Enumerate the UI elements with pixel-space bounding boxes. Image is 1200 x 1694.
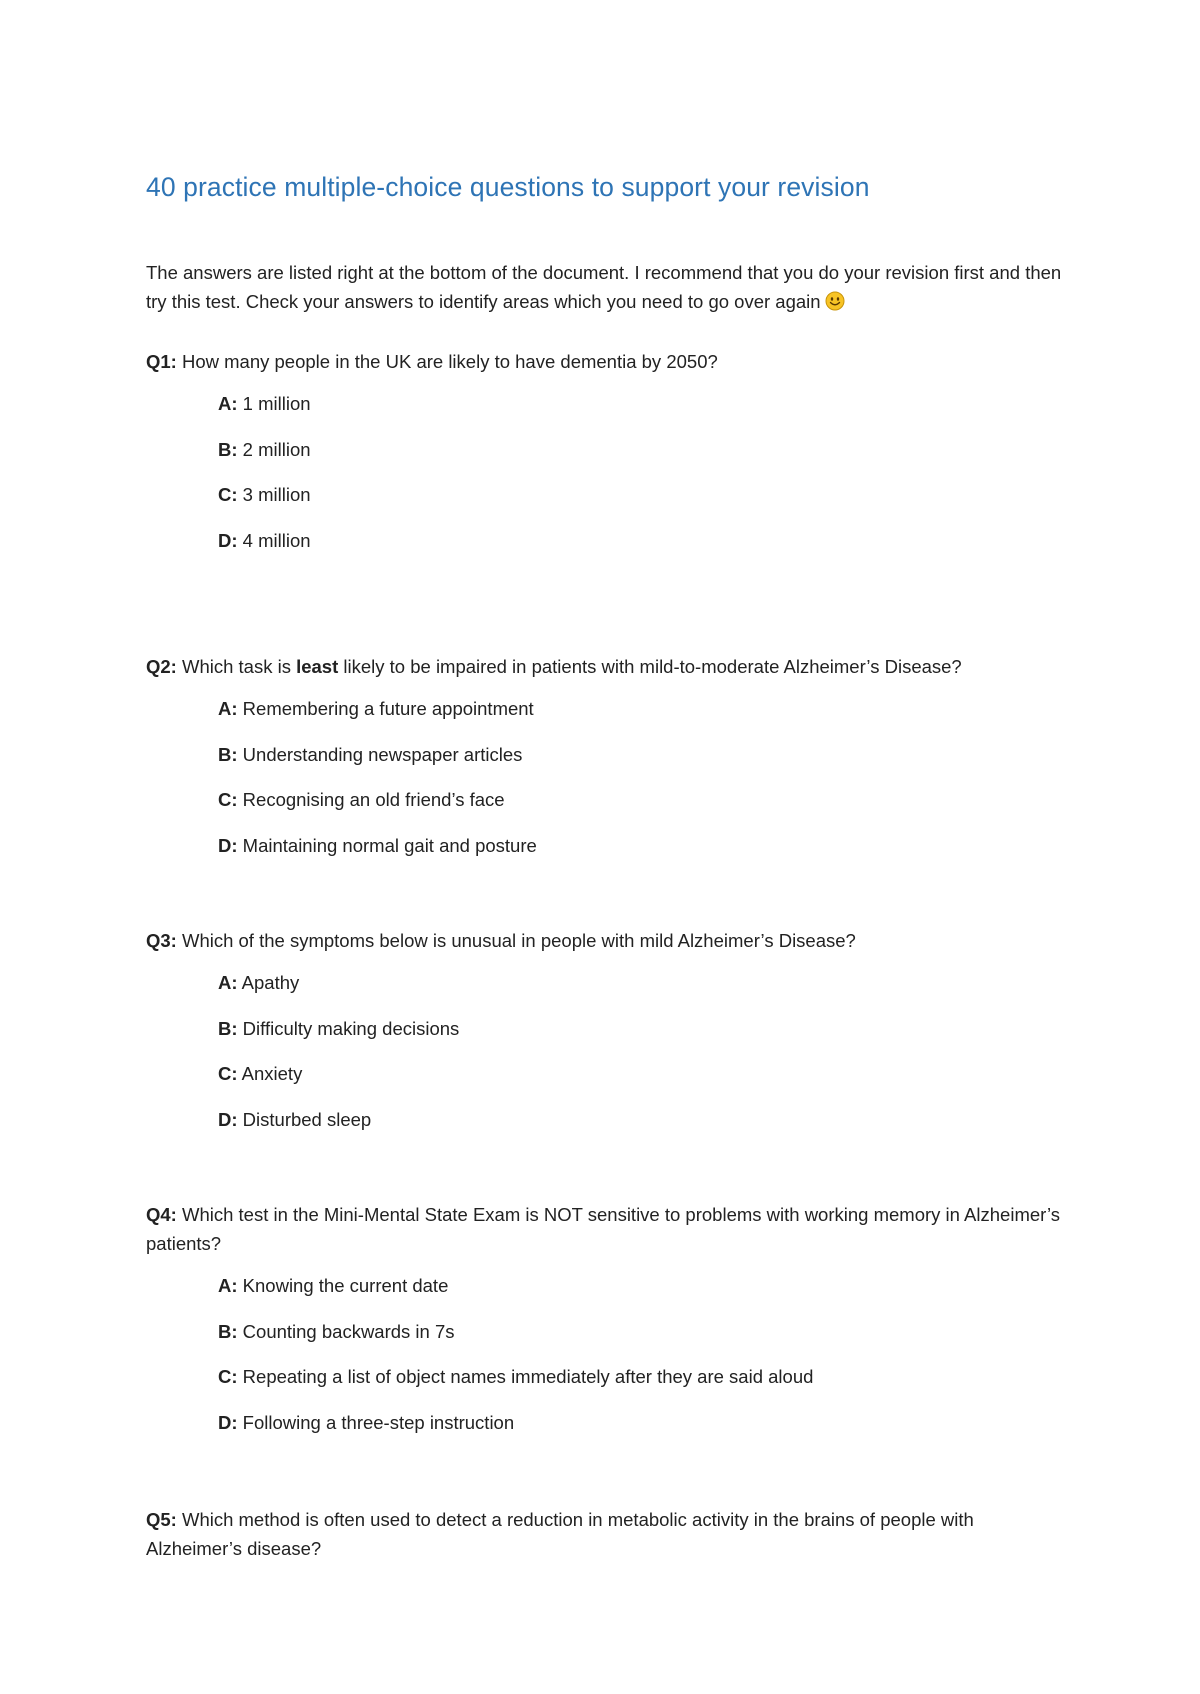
intro-paragraph (146, 258, 1066, 316)
option-a: A: Knowing the current date (218, 1275, 449, 1296)
question-emphasis: least (296, 656, 339, 677)
option-a: A: Apathy (218, 972, 300, 993)
question-1 (146, 347, 1066, 571)
question-5 (146, 1505, 1066, 1563)
document-title: 40 practice multiple-choice questions to support your revision (146, 172, 870, 202)
option-b: B: Understanding newspaper articles (218, 743, 523, 765)
option-b: B: Difficulty making decisions (218, 1017, 460, 1039)
question-text: Q4: Which test in the Mini-Mental State Exam is NOT sensitive to problems with working memory in Alzheimer’s patients? (146, 1204, 1061, 1254)
question-label: Q3: (146, 930, 177, 951)
question-label: Q2: (146, 656, 177, 677)
question-label: Q1: (146, 351, 177, 372)
question-text: Q1: How many people in the UK are likely to have dementia by 2050? (146, 351, 718, 372)
question-label: Q5: (146, 1509, 177, 1530)
option-d: D: Following a three-step instruction (218, 1411, 515, 1433)
option-a: A: Remembering a future appointment (218, 698, 534, 719)
question-text: Q3: Which of the symptoms below is unusual in people with mild Alzheimer’s Disease? (146, 930, 856, 951)
option-d: D: Disturbed sleep (218, 1108, 372, 1130)
option-a: A: 1 million (218, 393, 311, 414)
option-c: C: Recognising an old friend’s face (218, 789, 505, 810)
option-list (146, 1271, 1066, 1453)
question-2 (146, 652, 1066, 876)
question-4 (146, 1200, 1066, 1453)
smiley-face-icon (825, 291, 845, 311)
intro-text: The answers are listed right at the bottom of the document. I recommend that you do your revision first and then try this test. Check your answers to identify areas which you need to go over again (146, 262, 1062, 312)
option-b: B: Counting backwards in 7s (218, 1320, 455, 1342)
option-c: C: 3 million (218, 484, 311, 505)
question-text: Q2: Which task is least likely to be impaired in patients with mild-to-moderate Alzheimer’s Disease? (146, 656, 962, 677)
option-d: D: 4 million (218, 529, 311, 551)
option-list (146, 968, 1066, 1150)
question-3 (146, 926, 1066, 1150)
question-label: Q4: (146, 1204, 177, 1225)
option-c: C: Anxiety (218, 1063, 303, 1084)
option-list (146, 694, 1066, 876)
option-c: C: Repeating a list of object names immediately after they are said aloud (218, 1366, 814, 1387)
option-b: B: 2 million (218, 438, 311, 460)
option-d: D: Maintaining normal gait and posture (218, 834, 537, 856)
option-list (146, 389, 1066, 571)
question-text: Q5: Which method is often used to detect a reduction in metabolic activity in the brains of people with Alzheimer’s disease? (146, 1509, 974, 1559)
